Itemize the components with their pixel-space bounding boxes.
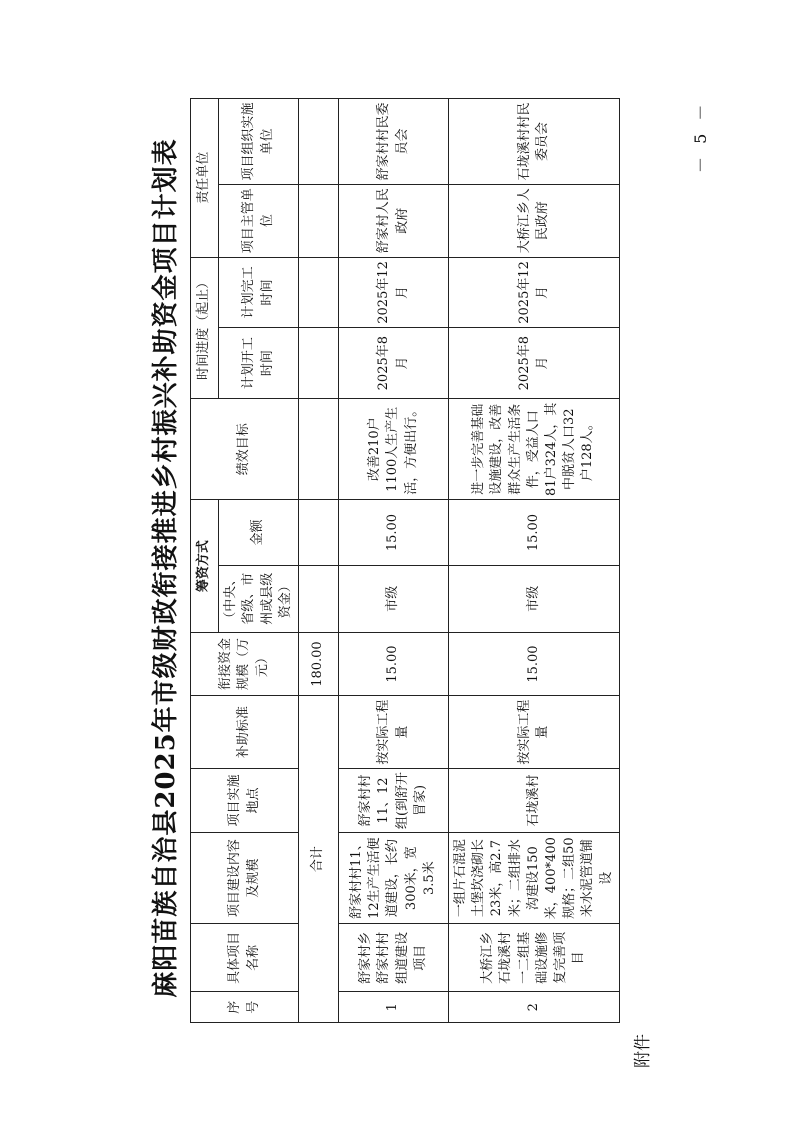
row-content: 一组片石混泥土堡坎浇砌长23米，高2.7米；二组排水沟建设150米，400*400规格；二组50米水泥管道铺设 xyxy=(449,833,620,924)
row-target: 进一步完善基础设施建设，改善群众生产生活条件，受益人口81户324人，其中脱贫人口32户128人。 xyxy=(449,399,620,500)
row-content: 舒家村村11、12生产生活便道建设，长约300米，宽3.5米 xyxy=(339,833,449,924)
header-responsibility: 责任单位 xyxy=(191,99,219,258)
header-implementer: 项目组织实施单位 xyxy=(219,99,299,185)
header-end: 计划完工时间 xyxy=(219,257,299,328)
header-project-name: 具体项目名称 xyxy=(191,924,299,992)
header-start: 计划开工时间 xyxy=(219,328,299,399)
total-scale: 180.00 xyxy=(299,632,339,695)
row-standard: 按实际工程量 xyxy=(449,696,620,769)
row-end: 2025年12月 xyxy=(339,257,449,328)
header-standard: 补助标准 xyxy=(191,696,299,769)
row-seq: 2 xyxy=(449,992,620,1023)
row-standard: 按实际工程量 xyxy=(339,696,449,769)
total-row xyxy=(299,99,339,1023)
header-funding-method: 筹资方式 xyxy=(191,500,219,632)
row-location: 舒家村村11、12组(到舒开冒家) xyxy=(339,768,449,832)
row-source: 市级 xyxy=(339,565,449,632)
row-seq: 1 xyxy=(339,992,449,1023)
total-label: 合计 xyxy=(299,696,339,1023)
table-row xyxy=(339,99,449,1023)
row-source: 市级 xyxy=(449,565,620,632)
row-implementer: 舒家村村民委员会 xyxy=(339,99,449,185)
table-row xyxy=(449,99,620,1023)
row-location: 石垅溪村 xyxy=(449,768,620,832)
row-target: 改善210户1100人生产生活，方便出行。 xyxy=(339,399,449,500)
header-amount: 金额 xyxy=(219,500,299,565)
row-end: 2025年12月 xyxy=(449,257,620,328)
page-number: － 5 － xyxy=(691,100,710,173)
row-project-name: 大桥江乡石垅溪村一二组基础设施修复完善项目 xyxy=(449,924,620,992)
row-implementer: 石垅溪村村民委员会 xyxy=(449,99,620,185)
row-scale: 15.00 xyxy=(339,632,449,695)
row-supervisor: 舒家村人民政府 xyxy=(339,184,449,257)
document-title: 麻阳苗族自治县2025年市级财政衔接推进乡村振兴补助资金项目计划表 xyxy=(151,138,181,998)
row-amount: 15.00 xyxy=(449,500,620,565)
header-schedule: 时间进度（起止） xyxy=(191,257,219,398)
header-target: 绩效目标 xyxy=(191,399,299,500)
row-scale: 15.00 xyxy=(449,632,620,695)
row-amount: 15.00 xyxy=(339,500,449,565)
header-scale: 衔接资金规模（万元） xyxy=(191,632,299,695)
row-start: 2025年8月 xyxy=(449,328,620,399)
header-seq: 序号 xyxy=(191,992,299,1023)
project-plan-table xyxy=(190,98,620,1023)
row-project-name: 舒家村乡舒家村村组道建设项目 xyxy=(339,924,449,992)
header-funding-source: （中央、省级、市州或县级资金） xyxy=(219,565,299,632)
annex-label: 附件 xyxy=(633,1034,653,1068)
header-supervisor: 项目主管单位 xyxy=(219,184,299,257)
row-start: 2025年8月 xyxy=(339,328,449,399)
row-supervisor: 大桥江乡人民政府 xyxy=(449,184,620,257)
header-location: 项目实施地点 xyxy=(191,768,299,832)
header-content: 项目建设内容及规模 xyxy=(191,833,299,924)
